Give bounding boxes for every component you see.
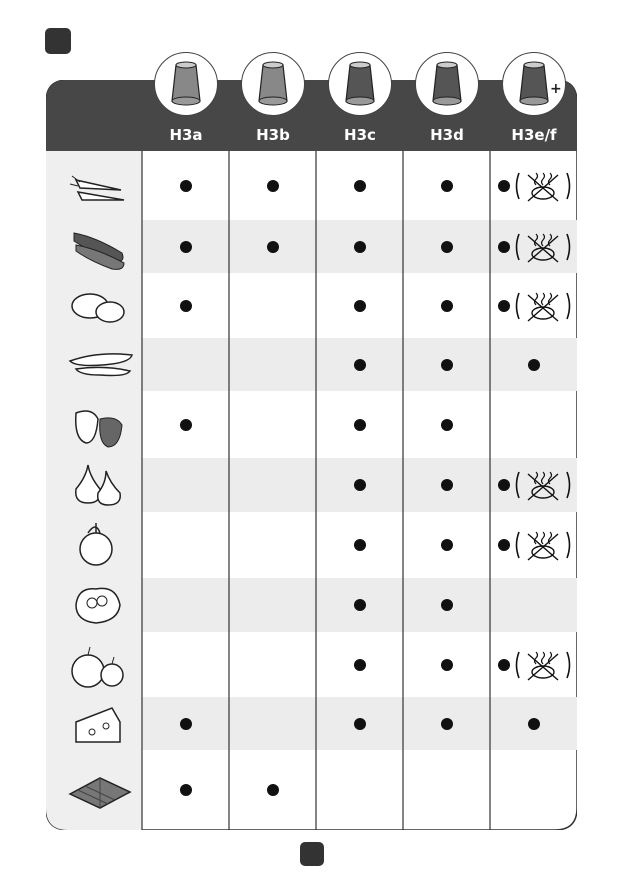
suitable-dot [267, 180, 279, 192]
suitable-dot [441, 300, 453, 312]
slicer-drum-thick-icon [415, 52, 479, 116]
suitable-dot [441, 659, 453, 671]
suitable-dot [441, 718, 453, 730]
drum-with-accessory-plus-icon [502, 52, 566, 116]
suitable-dot [354, 479, 366, 491]
svg-text:+: + [549, 81, 562, 97]
grater-drum-medium-icon [241, 52, 305, 116]
slicer-drum-fine-icon [328, 52, 392, 116]
column-header-h3c: H3c [344, 126, 376, 144]
suitable-dot [354, 241, 366, 253]
suitable-dot [267, 784, 279, 796]
suitable-dot [180, 784, 192, 796]
suitable-dot [441, 180, 453, 192]
top-corner-marker [45, 28, 71, 54]
suitable-dot [354, 180, 366, 192]
suitable-dot [441, 599, 453, 611]
suitable-dot [498, 180, 510, 192]
column-header-h3b: H3b [256, 126, 290, 144]
suitable-dot [441, 241, 453, 253]
suitable-dot [180, 419, 192, 431]
suitable-dot [354, 599, 366, 611]
drum-compatibility-table [46, 80, 577, 830]
suitable-dot [441, 539, 453, 551]
suitable-dot [441, 479, 453, 491]
column-header-h3e-f: H3e/f [511, 126, 557, 144]
suitable-dot [180, 718, 192, 730]
suitable-dot [354, 659, 366, 671]
suitable-dot [180, 241, 192, 253]
suitable-dot [528, 718, 540, 730]
suitable-dot [441, 419, 453, 431]
grater-drum-fine-icon [154, 52, 218, 116]
suitable-dot [354, 539, 366, 551]
suitable-dot [498, 300, 510, 312]
suitable-dot [354, 300, 366, 312]
suitable-dot [267, 241, 279, 253]
suitable-dot [354, 419, 366, 431]
suitable-dot [498, 659, 510, 671]
suitable-dot [180, 300, 192, 312]
page-marker [300, 842, 324, 866]
column-header-h3d: H3d [430, 126, 464, 144]
suitable-dot [441, 359, 453, 371]
suitable-dot [498, 539, 510, 551]
column-header-h3a: H3a [169, 126, 203, 144]
suitable-dot [528, 359, 540, 371]
suitable-dot [180, 180, 192, 192]
suitable-dot [498, 241, 510, 253]
suitable-dot [498, 479, 510, 491]
suitable-dot [354, 718, 366, 730]
suitable-dot [354, 359, 366, 371]
